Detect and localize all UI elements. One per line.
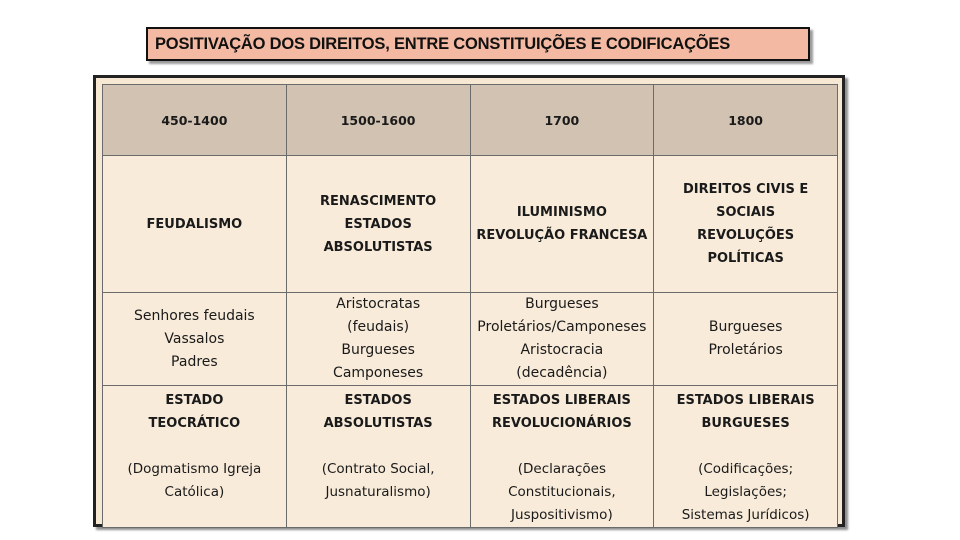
era-line: ILUMINISMO xyxy=(516,205,607,220)
actors-cell-4 xyxy=(654,293,838,386)
state-title-line: ABSOLUTISTAS xyxy=(323,416,433,431)
actors-cell-2 xyxy=(286,293,470,386)
state-note-line: (Codificações; xyxy=(698,461,794,477)
state-note-line: Legislações; xyxy=(704,484,787,500)
actor-line: Burgueses xyxy=(708,319,783,335)
state-cell-3 xyxy=(470,386,654,528)
actor-line: Padres xyxy=(171,353,218,370)
state-cell-4 xyxy=(654,386,838,528)
state-cell-2 xyxy=(286,386,470,528)
header-row xyxy=(103,85,838,156)
era-line: POLÍTICAS xyxy=(707,251,784,266)
actor-line: Senhores feudais xyxy=(134,307,255,324)
actor-line: (feudais) xyxy=(347,319,410,335)
era-cell-1 xyxy=(103,156,287,293)
state-title-line: BURGUESES xyxy=(701,416,790,431)
state-note-line: (Declarações xyxy=(517,461,606,477)
state-note-line: Constitucionais, xyxy=(508,484,616,500)
state-title-line: ESTADOS LIBERAIS xyxy=(492,393,631,408)
era-line: RENASCIMENTO xyxy=(320,193,437,209)
header-cell-2: 1500-1600 xyxy=(286,85,470,156)
actor-line: Camponeses xyxy=(333,365,424,381)
era-line: SOCIAIS xyxy=(716,205,776,220)
actors-cell-3 xyxy=(470,293,654,386)
state-note-line: Sistemas Jurídicos) xyxy=(681,507,810,523)
state-note-line: Católica) xyxy=(164,484,225,500)
era-row xyxy=(103,156,838,293)
state-title-line: ESTADOS LIBERAIS xyxy=(676,393,815,408)
actor-line: Aristocratas xyxy=(336,296,421,312)
state-title-line: TEOCRÁTICO xyxy=(148,416,241,431)
actor-line: Burgueses xyxy=(525,296,599,312)
state-title-line: ESTADO xyxy=(165,393,224,408)
era-cell-2 xyxy=(286,156,470,293)
state-note-line: Juspositivismo) xyxy=(511,507,613,523)
state-row xyxy=(103,386,838,528)
actors-cell-1 xyxy=(103,293,287,386)
header-cell-1: 450-1400 xyxy=(103,85,287,156)
era-line: DIREITOS CIVIS E xyxy=(683,182,809,197)
state-note-line: (Contrato Social, xyxy=(321,461,435,477)
state-note-line: (Dogmatismo Igreja xyxy=(127,461,262,477)
state-cell-1 xyxy=(103,386,287,528)
header-cell-3: 1700 xyxy=(470,85,654,156)
era-line: REVOLUÇÃO FRANCESA xyxy=(476,228,648,243)
state-note-line: Jusnaturalismo) xyxy=(325,484,431,500)
periods-table xyxy=(102,84,838,528)
state-title-line: ESTADOS xyxy=(344,393,412,408)
era-line: REVOLUÇÕES xyxy=(697,228,795,243)
actor-line: Aristocracia xyxy=(520,342,604,358)
actor-line: Vassalos xyxy=(164,330,225,347)
era-cell-4 xyxy=(654,156,838,293)
actor-line: (decadência) xyxy=(516,365,608,381)
state-title-line: REVOLUCIONÁRIOS xyxy=(491,416,632,431)
header-cell-4: 1800 xyxy=(654,85,838,156)
actor-line: Burgueses xyxy=(341,342,415,358)
slide-title: POSITIVAÇÃO DOS DIREITOS, ENTRE CONSTITUIÇÕES E CODIFICAÇÕES xyxy=(146,27,810,61)
actors-row xyxy=(103,293,838,386)
table-frame xyxy=(93,75,845,527)
era-line: ESTADOS xyxy=(344,216,412,232)
era-line: ABSOLUTISTAS xyxy=(323,239,433,255)
era-line: FEUDALISMO xyxy=(146,216,243,232)
actor-line: Proletários xyxy=(708,342,783,358)
era-cell-3 xyxy=(470,156,654,293)
actor-line: Proletários/Camponeses xyxy=(477,319,647,335)
